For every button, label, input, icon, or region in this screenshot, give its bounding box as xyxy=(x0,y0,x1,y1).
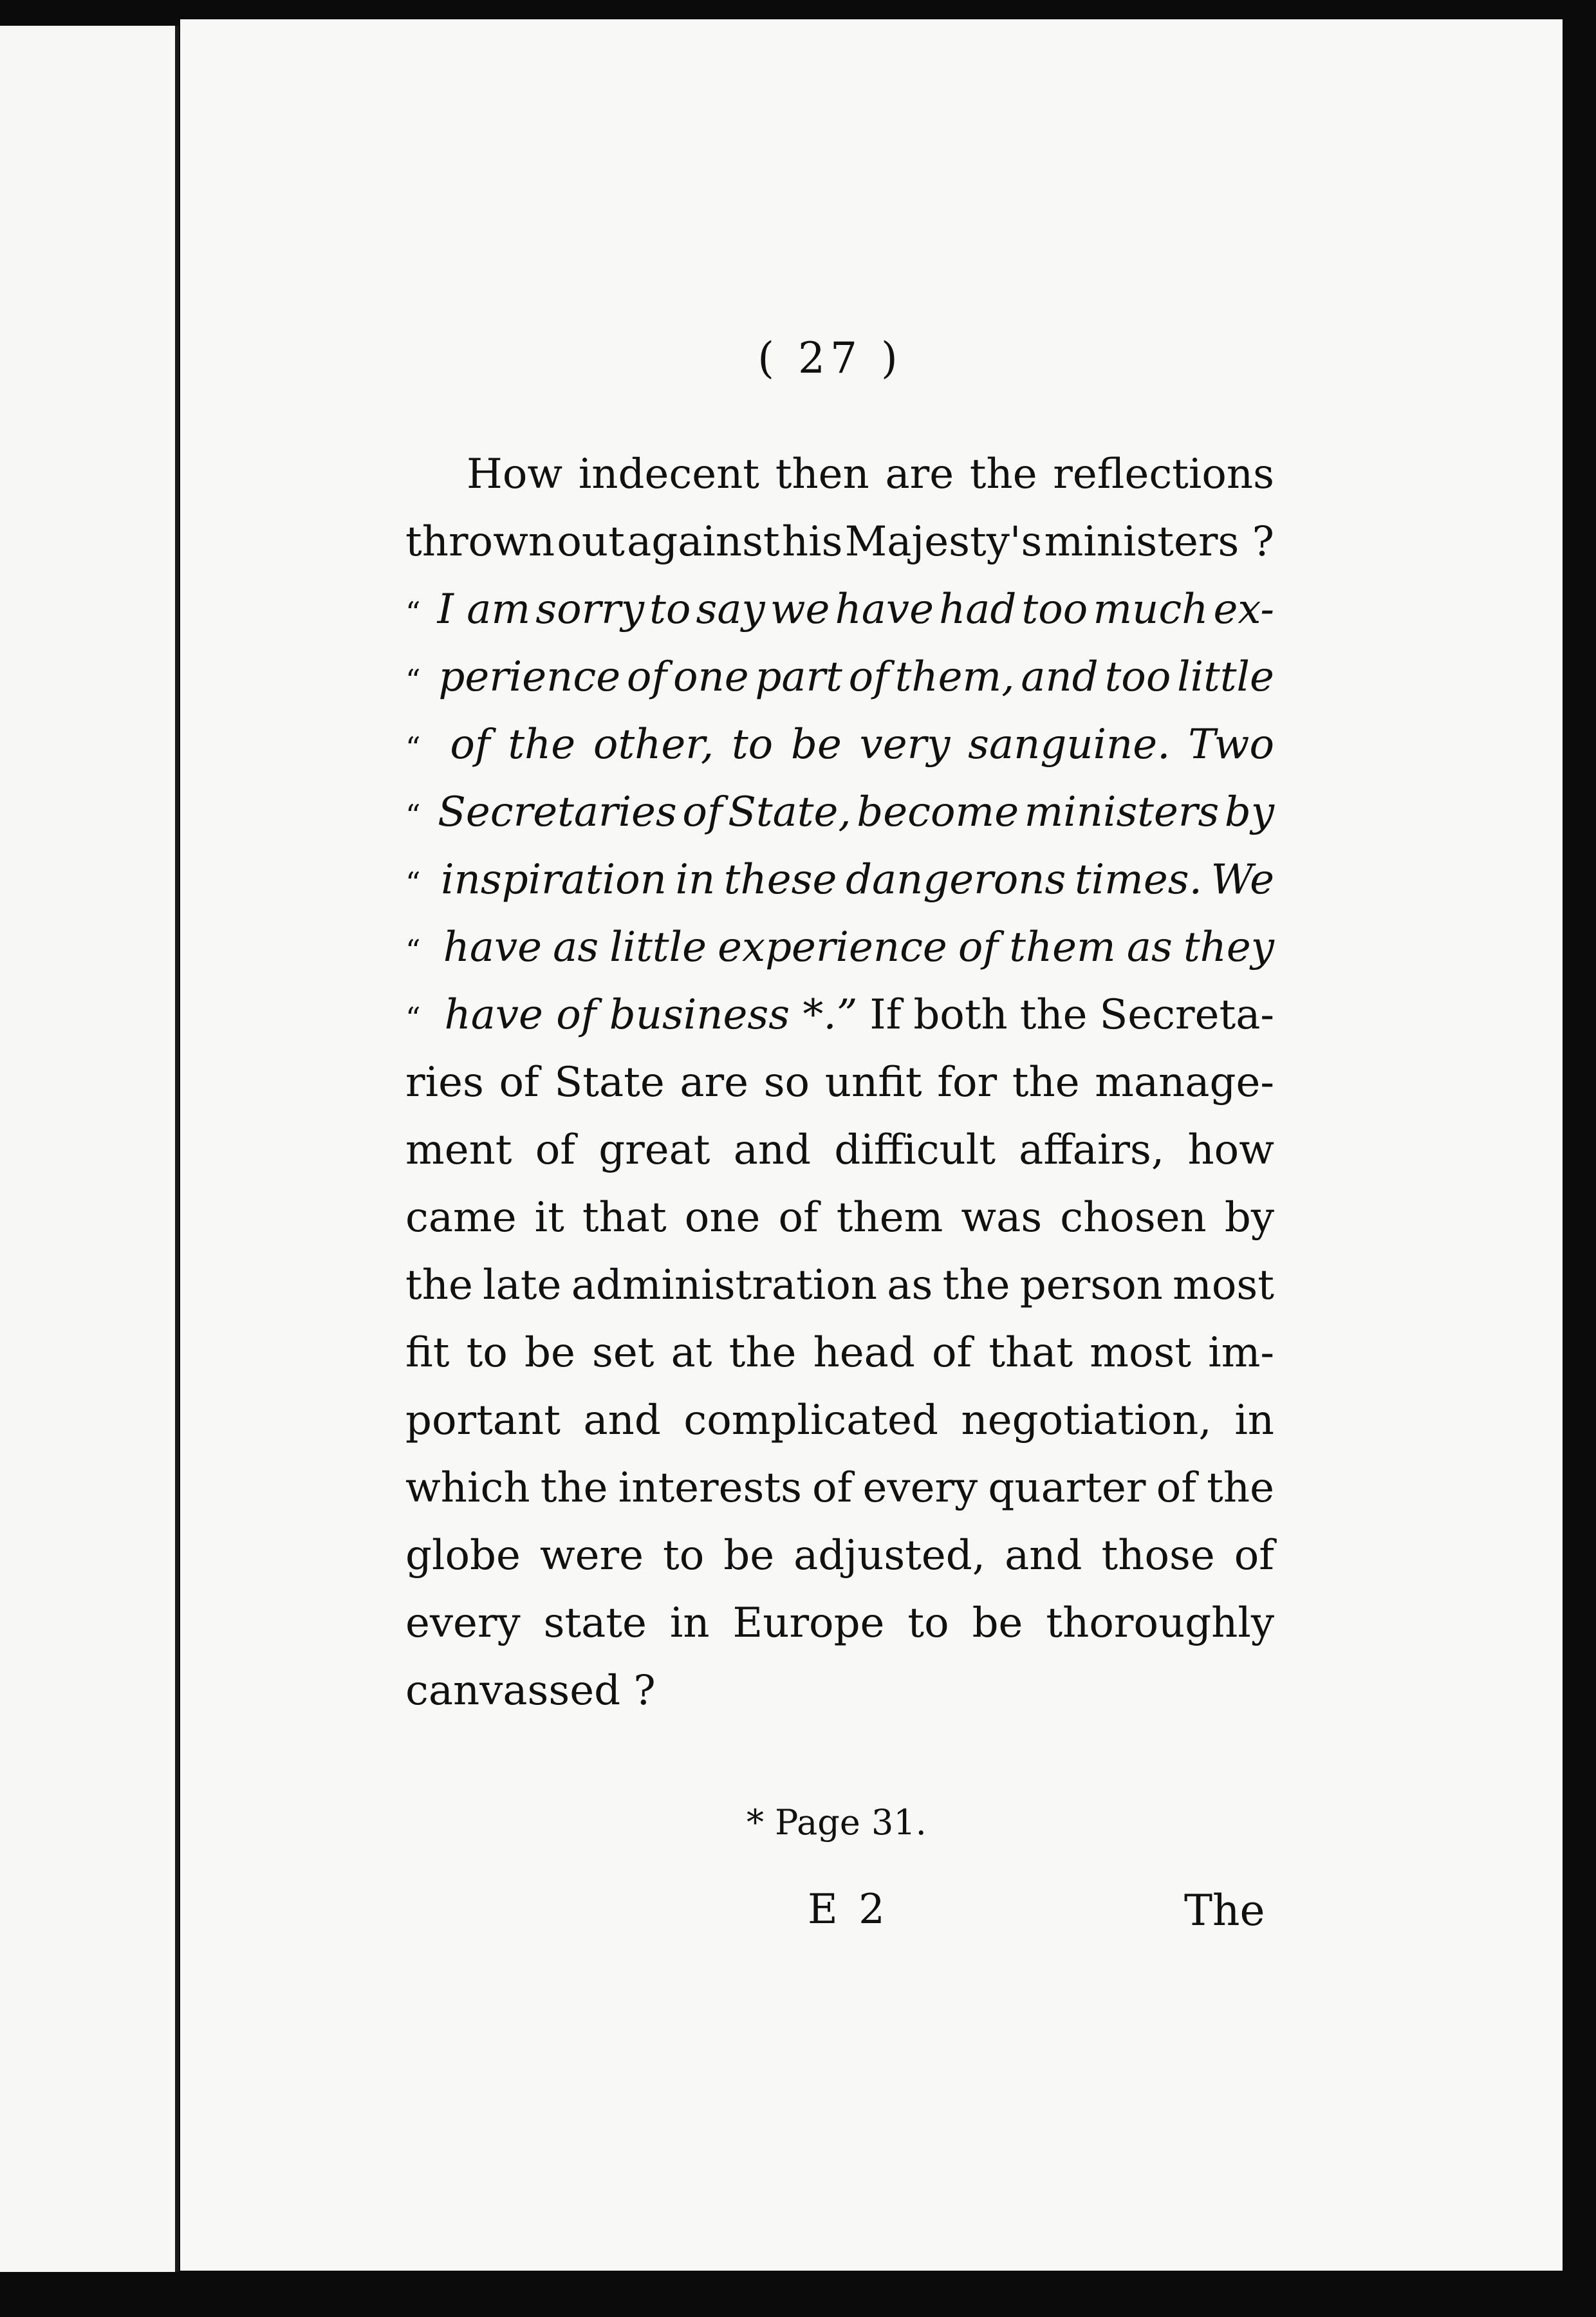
text-line xyxy=(405,991,1274,1059)
word: manage- xyxy=(1095,1059,1274,1106)
word: as xyxy=(887,1261,933,1309)
word: to xyxy=(649,586,691,633)
word: the xyxy=(969,451,1037,498)
word: “ xyxy=(405,933,421,968)
word: ex- xyxy=(1213,586,1274,633)
word: “ xyxy=(405,798,421,833)
word: and xyxy=(1021,653,1099,701)
word: and xyxy=(1005,1532,1082,1579)
word: have xyxy=(443,924,543,971)
word: great xyxy=(598,1126,710,1174)
word: as xyxy=(553,924,599,971)
word: ment xyxy=(405,1126,512,1174)
word: the xyxy=(1012,1059,1080,1106)
word: head xyxy=(813,1329,915,1377)
word: of xyxy=(812,1464,853,1512)
text-line xyxy=(405,1194,1274,1261)
word: one xyxy=(673,653,749,701)
word: of xyxy=(1156,1464,1196,1512)
word: the xyxy=(508,721,576,768)
text-line xyxy=(405,518,1274,586)
text-line xyxy=(405,856,1274,924)
word: sorry xyxy=(535,586,644,633)
word: are xyxy=(680,1059,748,1106)
word: inspiration xyxy=(441,856,667,904)
word: perience xyxy=(438,653,621,701)
word: thrown xyxy=(405,518,555,566)
word: against xyxy=(627,518,780,566)
word: were xyxy=(539,1532,644,1579)
word: every xyxy=(862,1464,978,1512)
text-line xyxy=(405,788,1274,856)
word: in xyxy=(669,1599,710,1647)
word: them, xyxy=(895,653,1015,701)
page-number: ( 27 ) xyxy=(757,333,903,383)
word: be xyxy=(524,1329,575,1377)
text-line xyxy=(405,1329,1274,1397)
word: thoroughly xyxy=(1046,1599,1274,1647)
word: them xyxy=(836,1194,943,1242)
word: ministers xyxy=(1024,788,1220,836)
word: be xyxy=(723,1532,775,1579)
word: have xyxy=(835,586,934,633)
word: part xyxy=(755,653,842,701)
word: set xyxy=(591,1329,654,1377)
word: State, xyxy=(728,788,851,836)
word: indecent xyxy=(578,451,760,498)
left-page-edge xyxy=(0,26,175,2272)
word: other, xyxy=(593,721,714,768)
text-line xyxy=(405,1261,1274,1329)
word: very xyxy=(859,721,951,768)
word: fit xyxy=(405,1329,450,1377)
word: of xyxy=(499,1059,539,1106)
word: little xyxy=(609,924,707,971)
text-line xyxy=(405,924,1274,991)
word: administration xyxy=(571,1261,877,1309)
word: Secreta- xyxy=(1099,991,1274,1039)
word: Secretaries xyxy=(438,788,677,836)
word: it xyxy=(534,1194,564,1242)
word: be xyxy=(972,1599,1023,1647)
word: was xyxy=(961,1194,1043,1242)
word: chosen xyxy=(1060,1194,1207,1242)
word: state xyxy=(543,1599,647,1647)
word: late xyxy=(483,1261,562,1309)
word: ministers ? xyxy=(1044,518,1274,566)
word: negotiation, xyxy=(961,1397,1212,1444)
word: both xyxy=(913,991,1008,1039)
word: most xyxy=(1173,1261,1274,1309)
word: canvassed ? xyxy=(405,1667,656,1715)
word: too xyxy=(1104,653,1171,701)
word: unfit xyxy=(824,1059,922,1106)
word: by xyxy=(1224,788,1274,836)
word: “ xyxy=(405,663,421,698)
word: had xyxy=(939,586,1017,633)
word: person xyxy=(1019,1261,1163,1309)
word: of xyxy=(682,788,723,836)
word: of xyxy=(450,721,490,768)
word: If xyxy=(869,991,902,1039)
text-line xyxy=(405,451,1274,518)
word: are xyxy=(885,451,954,498)
word: to xyxy=(663,1532,705,1579)
word: every xyxy=(405,1599,521,1647)
word: portant xyxy=(405,1397,561,1444)
word: State xyxy=(554,1059,665,1106)
word: im- xyxy=(1208,1329,1274,1377)
text-line xyxy=(405,586,1274,653)
word: of xyxy=(626,653,667,701)
word: of xyxy=(931,1329,972,1377)
word: be xyxy=(790,721,842,768)
word: the xyxy=(728,1329,797,1377)
word: then xyxy=(775,451,869,498)
word: so xyxy=(763,1059,810,1106)
catchword: The xyxy=(1184,1886,1265,1935)
word: how xyxy=(1187,1126,1274,1174)
word: I am xyxy=(437,586,531,633)
word: sanguine. xyxy=(968,721,1171,768)
text-line xyxy=(405,1397,1274,1464)
word: much xyxy=(1093,586,1209,633)
word: “ xyxy=(405,730,421,765)
text-line xyxy=(405,721,1274,788)
word: of xyxy=(958,924,999,971)
word: as xyxy=(1126,924,1173,971)
word: to xyxy=(731,721,774,768)
word: have of business *.” xyxy=(444,991,858,1039)
word: his xyxy=(781,518,843,566)
word: interests xyxy=(618,1464,802,1512)
word: we xyxy=(770,586,830,633)
word: out xyxy=(557,518,625,566)
word: of xyxy=(1234,1532,1274,1579)
word: for xyxy=(937,1059,998,1106)
word: to xyxy=(907,1599,949,1647)
text-line xyxy=(405,1126,1274,1194)
word: at xyxy=(671,1329,712,1377)
word: and xyxy=(733,1126,812,1174)
word: “ xyxy=(405,1001,421,1036)
word: came xyxy=(405,1194,517,1242)
text-line xyxy=(405,653,1274,721)
text-line xyxy=(405,1059,1274,1126)
word: How xyxy=(467,451,563,498)
word: say xyxy=(696,586,765,633)
word: those xyxy=(1101,1532,1215,1579)
word: in xyxy=(675,856,716,904)
word: “ xyxy=(405,595,421,630)
word: become xyxy=(857,788,1019,836)
word: times. xyxy=(1074,856,1202,904)
word: by xyxy=(1224,1194,1274,1242)
word: affairs, xyxy=(1019,1126,1165,1174)
word: reflections xyxy=(1053,451,1274,498)
word: them xyxy=(1009,924,1116,971)
text-line xyxy=(405,1667,1274,1735)
text-line xyxy=(405,1599,1274,1667)
word: complicated xyxy=(683,1397,938,1444)
footnote: * Page 31. xyxy=(747,1802,927,1843)
word: which xyxy=(405,1464,530,1512)
word: they xyxy=(1183,924,1274,971)
word: the xyxy=(1019,991,1088,1039)
word: one xyxy=(684,1194,761,1242)
word: Two xyxy=(1188,721,1274,768)
word: of xyxy=(535,1126,575,1174)
word: little xyxy=(1177,653,1274,701)
word: “ xyxy=(405,866,421,900)
word: globe xyxy=(405,1532,521,1579)
word: the xyxy=(942,1261,1010,1309)
word: these xyxy=(723,856,837,904)
word: experience xyxy=(718,924,947,971)
word: that xyxy=(582,1194,667,1242)
word: too xyxy=(1021,586,1088,633)
text-line xyxy=(405,1464,1274,1532)
word: most xyxy=(1090,1329,1192,1377)
word: to xyxy=(466,1329,508,1377)
word: of xyxy=(778,1194,819,1242)
text-line xyxy=(405,1532,1274,1599)
word: Majesty's xyxy=(844,518,1043,566)
word: the xyxy=(1207,1464,1274,1512)
word: that xyxy=(988,1329,1073,1377)
signature-mark: E 2 xyxy=(808,1886,889,1933)
word: and xyxy=(583,1397,661,1444)
word: in xyxy=(1234,1397,1274,1444)
word: the xyxy=(405,1261,473,1309)
body-text xyxy=(405,451,1274,1735)
word: quarter xyxy=(988,1464,1146,1512)
word: dangerons xyxy=(845,856,1066,904)
word: of xyxy=(848,653,889,701)
gutter-shadow xyxy=(175,26,179,2272)
word: difficult xyxy=(834,1126,996,1174)
word: Europe xyxy=(732,1599,885,1647)
word: the xyxy=(540,1464,608,1512)
word: ries xyxy=(405,1059,484,1106)
word: adjusted, xyxy=(793,1532,986,1579)
word: We xyxy=(1211,856,1274,904)
